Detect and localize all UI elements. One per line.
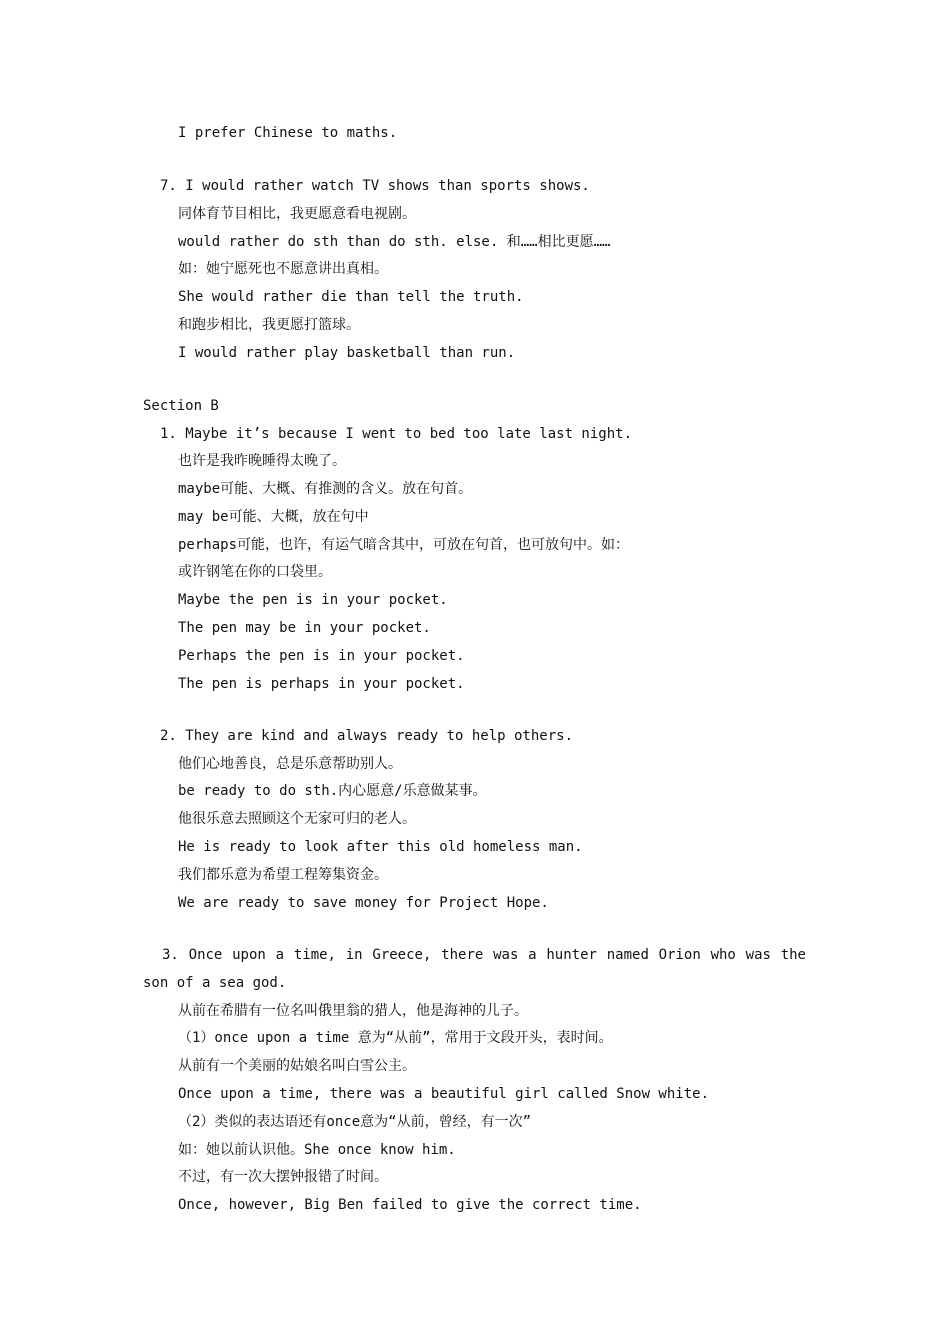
section-heading: Section B	[143, 398, 219, 414]
item-1-heading: 1. Maybe it’s because I went to bed too late last night.	[160, 426, 633, 442]
text-line: 和跑步相比，我更愿打篮球。	[178, 317, 360, 333]
text-line: may be可能、大概，放在句中	[178, 509, 369, 525]
item-7-heading: 7. I would rather watch TV shows than sports shows.	[160, 178, 590, 194]
text-line: Perhaps the pen is in your pocket.	[178, 648, 465, 664]
text-line: 也许是我昨晚睡得太晚了。	[178, 453, 346, 469]
text-line: The pen is perhaps in your pocket.	[178, 676, 465, 692]
text-line: 如：她宁愿死也不愿意讲出真相。	[178, 261, 388, 277]
text-line: 他很乐意去照顾这个无家可归的老人。	[178, 811, 416, 827]
text-line: Maybe the pen is in your pocket.	[178, 592, 448, 608]
text-line: 他们心地善良，总是乐意帮助别人。	[178, 756, 402, 772]
text-line: I prefer Chinese to maths.	[178, 125, 398, 141]
text-line: We are ready to save money for Project Hope.	[178, 895, 549, 911]
item-2-heading: 2. They are kind and always ready to help others.	[160, 728, 574, 744]
text-line: would rather do sth than do sth. else. 和……相比更愿……	[178, 234, 611, 250]
text-line: perhaps可能，也许，有运气暗含其中，可放在句首，也可放句中。如：	[178, 537, 629, 553]
text-line: son of a sea god.	[143, 975, 287, 991]
text-line: maybe可能、大概、有推测的含义。放在句首。	[178, 481, 473, 497]
item-3-heading: 3. Once upon a time, in Greece, there was a hunter named Orion who was the	[162, 947, 806, 963]
text-line: The pen may be in your pocket.	[178, 620, 431, 636]
text-line: 或许钢笔在你的口袋里。	[178, 564, 332, 580]
text-line: He is ready to look after this old homeless man.	[178, 839, 583, 855]
text-line: Once upon a time, there was a beautiful girl called Snow white.	[178, 1086, 710, 1102]
text-line: Once, however, Big Ben failed to give the correct time.	[178, 1197, 642, 1213]
text-line: 同体育节目相比，我更愿意看电视剧。	[178, 206, 416, 222]
text-line: 从前有一个美丽的姑娘名叫白雪公主。	[178, 1058, 416, 1074]
text-line: （2）类似的表达语还有once意为“从前，曾经，有一次”	[178, 1114, 531, 1130]
text-line: I would rather play basketball than run.	[178, 345, 516, 361]
text-line: She would rather die than tell the truth.	[178, 289, 524, 305]
text-line: be ready to do sth.内心愿意/乐意做某事。	[178, 783, 487, 799]
text-line: 从前在希腊有一位名叫俄里翁的猎人，他是海神的儿子。	[178, 1003, 528, 1019]
text-line: （1）once upon a time 意为“从前”，常用于文段开头，表时间。	[178, 1030, 613, 1046]
text-line: 如：她以前认识他。She once know him.	[178, 1142, 456, 1158]
text-line: 不过，有一次大摆钟报错了时间。	[178, 1169, 388, 1185]
text-line: 我们都乐意为希望工程筹集资金。	[178, 867, 388, 883]
